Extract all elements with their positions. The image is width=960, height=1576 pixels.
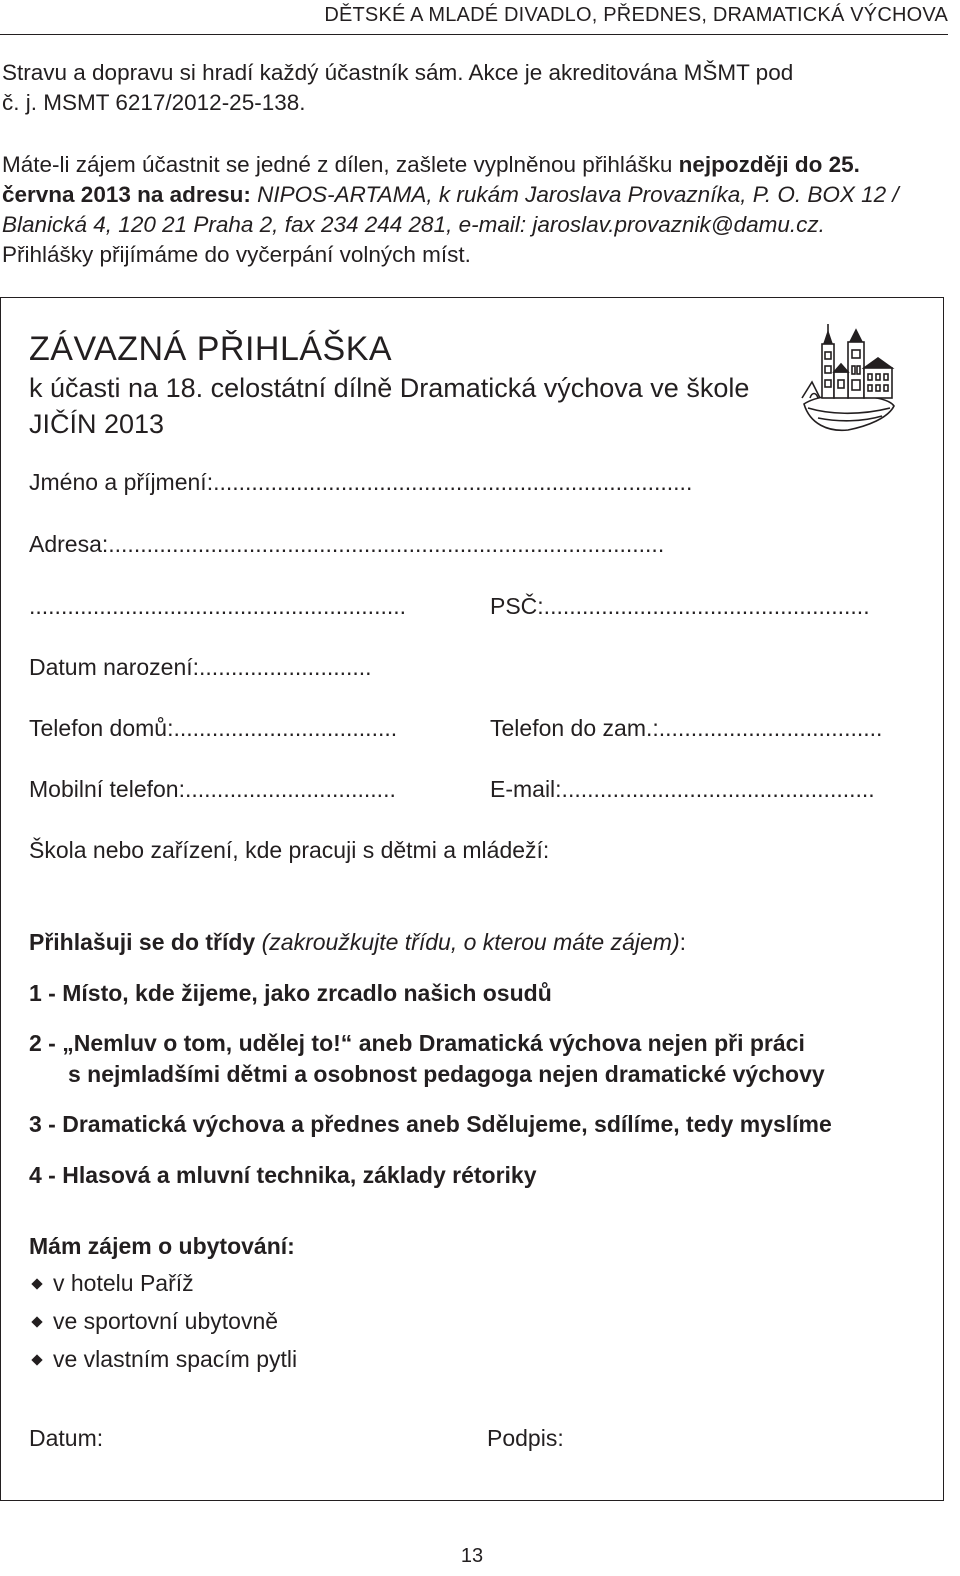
school-field-label[interactable]: Škola nebo zařízení, kde pracuji s dětmi a mládeží: xyxy=(29,837,550,863)
class-option-4[interactable]: 4 - Hlasová a mluvní technika, základy rétoriky xyxy=(29,1162,537,1188)
intro-paragraph-1 xyxy=(2,58,950,118)
diamond-bullet-icon xyxy=(31,1278,42,1289)
intro-line xyxy=(2,180,950,210)
address-field[interactable]: Adresa:....................................................................................... xyxy=(29,531,665,557)
home-phone-field[interactable]: Telefon domů:................................... xyxy=(29,715,398,741)
accommodation-option-label: v hotelu Paříž xyxy=(53,1270,194,1296)
form-subtitle-line: JIČÍN 2013 xyxy=(29,409,165,439)
class-option-2-line2: s nejmladšími dětmi a osobnost pedagoga nejen dramatické výchovy xyxy=(68,1061,825,1087)
intro-line: č. j. MSMT 6217/2012-25-138. xyxy=(2,90,306,115)
class-option-2-subtitle: aneb Dramatická výchova nejen při práci xyxy=(352,1030,805,1056)
diamond-bullet-icon xyxy=(31,1354,42,1365)
class-option-1[interactable]: 1 - Místo, kde žijeme, jako zrcadlo našich osudů xyxy=(29,980,552,1006)
work-phone-field[interactable]: Telefon do zam.:................................... xyxy=(490,715,883,741)
running-header: DĚTSKÉ A MLADÉ DIVADLO, PŘEDNES, DRAMATICKÁ VÝCHOVA xyxy=(324,4,948,26)
accommodation-option-sleeping-bag[interactable] xyxy=(29,1346,297,1373)
accommodation-option-hotel[interactable] xyxy=(29,1270,194,1297)
intro-line: Přihlášky přijímáme do vyčerpání volných míst. xyxy=(2,242,471,267)
accommodation-option-label: ve vlastním spacím pytli xyxy=(53,1346,298,1372)
class-selection-label xyxy=(29,929,686,956)
name-field[interactable]: Jméno a příjmení:........................................................................... xyxy=(29,469,693,495)
accommodation-label: Mám zájem o ubytování: xyxy=(29,1233,295,1259)
signature-field[interactable]: Podpis: xyxy=(487,1425,564,1451)
email-field[interactable]: E-mail:................................................. xyxy=(490,776,875,802)
intro-paragraph-2 xyxy=(2,150,950,270)
address-text: NIPOS-ARTAMA, k rukám Jaroslava Provazníka, P. O. BOX 12 / xyxy=(250,182,899,207)
birth-date-field[interactable]: Datum narození:........................... xyxy=(29,654,372,680)
class-selection-heading: Přihlašuji se do třídy xyxy=(29,929,256,955)
deadline-text: června 2013 na adresu: xyxy=(2,182,251,207)
accommodation-option-label: ve sportovní ubytovně xyxy=(53,1308,279,1334)
class-option-3[interactable]: 3 - Dramatická výchova a přednes aneb Sdělujeme, sdílíme, tedy myslíme xyxy=(29,1111,832,1137)
class-option-2-title: 2 - „Nemluv o tom, udělej to!“ xyxy=(29,1030,353,1056)
postal-code-field[interactable]: PSČ:................................................... xyxy=(490,593,870,619)
address-continuation-field[interactable]: ........................................................... xyxy=(29,593,407,619)
form-subtitle xyxy=(29,370,799,442)
jicin-castle-logo-icon xyxy=(798,322,898,434)
address-text: Blanická 4, 120 21 Praha 2, fax 234 244 281, e-mail: jaroslav.provaznik@damu.cz. xyxy=(2,212,825,237)
mobile-phone-field[interactable]: Mobilní telefon:................................. xyxy=(29,776,396,802)
accommodation-option-sports-hostel[interactable] xyxy=(29,1308,278,1335)
form-title: ZÁVAZNÁ PŘIHLÁŠKA xyxy=(29,330,393,368)
date-field[interactable]: Datum: xyxy=(29,1425,104,1451)
class-option-2[interactable] xyxy=(29,1030,805,1057)
page-number: 13 xyxy=(460,1545,484,1567)
class-selection-colon: : xyxy=(679,929,687,955)
intro-line xyxy=(2,150,950,180)
intro-line: Stravu a dopravu si hradí každý účastník sám. Akce je akreditována MŠMT pod xyxy=(2,60,794,85)
class-selection-hint: (zakroužkujte třídu, o kterou máte zájem) xyxy=(255,929,680,955)
form-subtitle-line: k účasti na 18. celostátní dílně Dramatická výchova ve škole xyxy=(29,373,750,403)
diamond-bullet-icon xyxy=(31,1316,42,1327)
intro-text: Máte-li zájem účastnit se jedné z dílen, zašlete vyplněnou přihlášku xyxy=(2,152,679,177)
deadline-text: nejpozději do 25. xyxy=(678,152,860,177)
header-divider xyxy=(0,34,948,35)
